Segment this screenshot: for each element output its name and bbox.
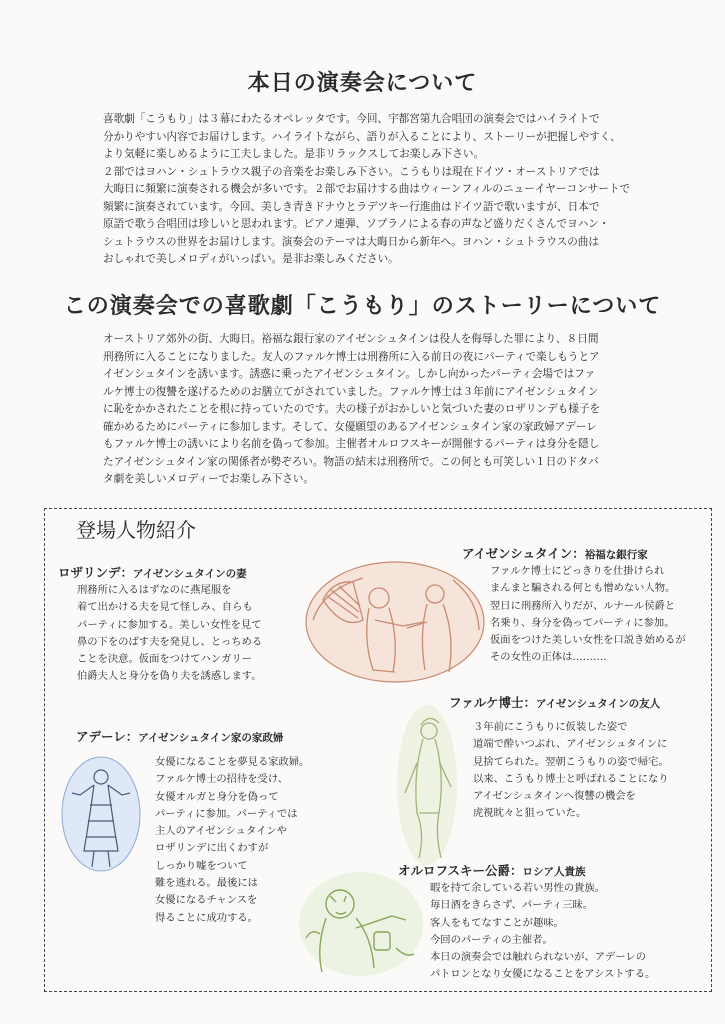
rosalinde-heading [58,563,247,581]
text-line: 仮面をつけた美しい女性を口説き始めるが [490,634,686,647]
text-line: まんまと騙される何とも憎めない人物。 [490,582,676,595]
text-line: 虎視眈々と狙っていた。 [473,807,587,820]
text-line: 確かめるためにパーティに参加します。そして、女優願望のあるアイゼンシュタイン家の家政婦アデーレ [103,420,597,433]
text-line: イゼンシュタインを誘います。誘惑に乗ったアイゼンシュタイン。しかし向かったパーティ会場ではファ [103,368,596,380]
orlofsky-description [430,880,655,984]
text-line: タ劇を美しいメロディーでお楽しみ下さい。 [103,473,315,485]
text-line: 主人のアイゼンシュタインや [155,825,287,838]
text-line: 着て出かける夫を見て怪しみ、自らも [77,601,253,614]
text-line: 鼻の下をのばす夫を発見し、とっちめる [77,635,263,648]
text-line: 分かりやすい内容でお届けします。ハイライトながら、語りが入ることにより、ストーリーが把握しやすく、 [103,130,621,143]
text-line: に恥をかかされたことを根に持っていたのです。夫の様子がおかしいと気づいた妻のロザリンデも様子を [103,403,601,415]
text-line: 毎日酒をきらさず、パーティ三昧。 [430,899,594,912]
text-line: パーティに参加する。美しい女性を見て [77,618,262,631]
text-line: たアイゼンシュタイン家の関係者が勢ぞろい。物語の結末は刑務所で。この何とも可笑しい１日のドタバ [103,455,599,468]
text-line: 頻繁に演奏されています。今回、美しき青きドナウとラデツキー行進曲はドイツ語で歌いますが、日本で [103,200,600,213]
characters-heading: 登場人物紹介 [76,518,196,542]
text-line: 女優になることを夢見る家政婦。 [155,756,310,768]
eisenstein-role: 裕福な銀行家 [584,549,648,561]
text-line: おしゃれで美しメロディがいっぱい。是非お楽しみください。 [103,253,399,265]
adele-role: アイゼンシュタイン家の家政婦 [138,732,284,744]
text-line: パーティに参加。パーティでは [155,807,298,820]
text-line: しっかり嘘をついて [155,859,248,872]
concert-description [103,111,713,269]
adele-name: アデーレ： [76,729,139,744]
text-line: ファルケ博士の招待を受け、 [155,773,289,786]
text-line: 伯爵夫人と身分を偽り夫を誘惑します。 [77,670,262,683]
falke-illustration [395,703,460,868]
adele-heading [76,727,283,745]
text-line: 大晦日に頻繁に演奏される機会が多いです。２部でお届けする曲はウィーンフィルのニューイヤーコンサートで [103,183,631,195]
text-line: 喜歌劇「こうもり」は３幕にわたるオペレッタです。今回、宇都宮第九合唱団の演奏会ではハイライトで [103,113,600,125]
story-title: この演奏会での喜歌劇「こうもり」のストーリーについて [63,293,662,319]
orlofsky-name: オルロフスキー公爵： [398,863,523,878]
text-line: 難を逃れる。最後には [155,877,258,890]
text-line: 本日の演奏会では触れられないが、アデーレの [430,951,647,964]
text-line: より気軽に楽しめるように工夫しました。是非リラックスしてお楽しみ下さい。 [103,148,485,160]
text-line: アイゼンシュタインへ復讐の機会を [473,790,636,803]
eisenstein-name: アイゼンシュタイン： [462,546,585,561]
adele-description [155,754,309,927]
text-line: その女性の正体は………. [490,651,607,664]
text-line: 原語で歌う合唱団は珍しいと思われます。ピアノ連弾、ソプラノによる春の声など盛りだくさんでヨハン・ [103,218,610,230]
text-line: ２部ではヨハン・シュトラウス親子の音楽をお楽しみ下さい。こうもりは現在ドイツ・オーストリアでは [103,165,600,178]
text-line: 暇を持て余している若い男性の貴族。 [430,882,606,894]
text-line: 刑務所に入ることになりました。友人のファルケ博士は刑務所に入る前日の夜にパーティで楽しもうとア [103,350,600,363]
text-line: 以来、こうもり博士と呼ばれることになり [473,772,669,785]
text-line: 女優になるチャンスを [155,894,258,907]
text-line: 道端で酔いつぶれ、アイゼンシュタインに [473,738,668,751]
story-description [103,331,713,489]
text-line: シュトラウスの世界をお届けします。演奏会のテーマは大晦日から新年へ。ヨハン・シュトラウスの曲は [103,235,599,248]
text-line: ３年前にこうもりに仮装した姿で [473,721,628,733]
concert-title: 本日の演奏会について [247,70,478,96]
text-line: ルケ博士の復讐を遂げるためのお膳立てがされていました。ファルケ博士は３年前にアイゼンシュタイン [103,385,599,398]
text-line: 見捨てられた。翌朝こうもりの姿で帰宅。 [473,755,669,768]
text-line: 得ることに成功する。 [155,911,258,924]
orlofsky-heading [398,861,586,879]
text-line: ファルケ博士にどっきりを仕掛けられ [490,565,665,577]
text-line: オーストリア郊外の街、大晦日。裕福な銀行家のアイゼンシュタインは役人を侮辱した罪により、８日間 [103,333,599,345]
text-line: 女優オルガと身分を偽って [155,790,279,803]
falke-role: アイゼンシュタインの友人 [536,698,661,710]
rosalinde-role: アイゼンシュタインの妻 [133,568,247,580]
rosalinde-description [77,582,262,686]
orlofsky-illustration [296,868,426,980]
text-line: 今回のパーティの主催者。 [430,933,553,946]
text-line: パトロンとなり女優になることをアシストする。 [430,968,656,981]
eisenstein-heading [462,544,648,562]
text-line: ことを決意。仮面をつけてハンガリー [77,653,253,666]
text-line: ロザリンデに出くわすが [155,842,269,855]
text-line: もファルケ博士の誘いにより名前を偽って参加。主催者オルロフスキーが開催するパーティは身分を隠し [103,438,600,450]
text-line: 名乗り、身分を偽ってパーティに参加。 [490,616,675,629]
falke-name: ファルケ博士： [449,695,537,710]
text-line: 翌日に刑務所入りだが、ルナール侯爵と [490,599,676,612]
eisenstein-rosalinde-illustration [303,560,487,685]
eisenstein-description [490,563,686,667]
orlofsky-role: ロシア人貴族 [522,866,586,878]
falke-description [473,719,669,823]
text-line: 刑務所に入るはずなのに燕尾服を [77,584,232,596]
rosalinde-name: ロザリンデ： [58,565,134,580]
adele-illustration [60,755,142,873]
text-line: 客人をもてなすことが趣味。 [430,916,564,929]
falke-heading [449,693,660,711]
